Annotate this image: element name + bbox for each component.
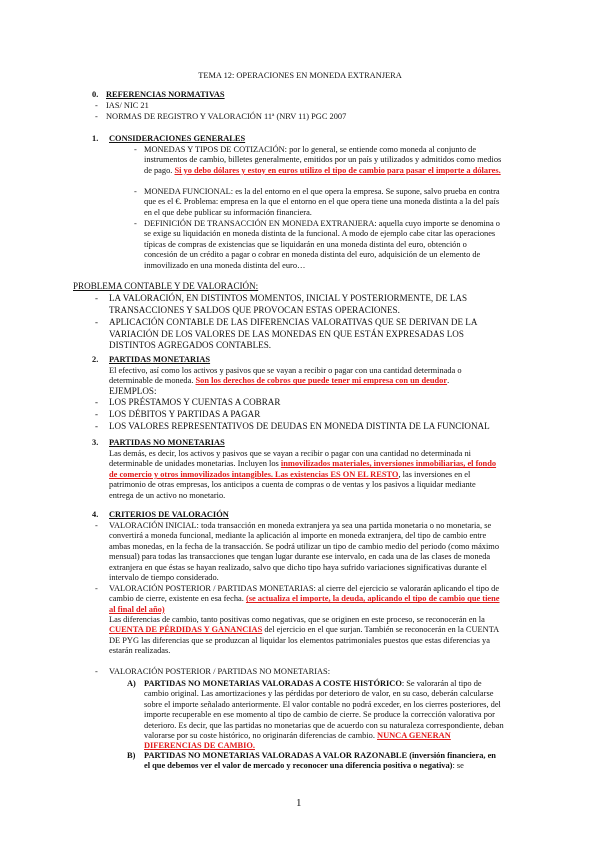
paragraph-text: VALORACIÓN POSTERIOR / PARTIDAS MONETARIAS: al cierre del ejercicio se valorarán aplicando el tipo de cambio de cierre, existente en esa fecha. [109, 584, 500, 604]
document-title: TEMA 12: OPERACIONES EN MONEDA EXTRANJERA [198, 71, 402, 80]
paragraph-text: : se [452, 761, 464, 771]
ejemplo-item: LOS PRÉSTAMOS Y CUENTAS A COBRAR [109, 397, 281, 407]
bullet-dash: - [95, 317, 98, 327]
item-a-label: A) [127, 679, 136, 688]
red-note: Son los derechos de cobros que puede tener mi empresa con un deudor [195, 376, 448, 386]
item-b-label: B) [127, 751, 136, 760]
red-note: Si yo debo dólares y estoy en euros utilizo el tipo de cambio para pasar el importe a dólares. [174, 165, 501, 175]
partidas-no-monetarias-definition [109, 449, 499, 501]
bullet-dash: - [134, 219, 137, 228]
section-0-number: 0. [92, 90, 99, 99]
bullet-dash: - [95, 521, 98, 530]
paragraph-text: MONEDAS Y TIPOS DE COTIZACIÓN: por lo general, se entiende como moneda al conjunto de instrumentos de cambio, billetes generalmente, emitidos por un país y utilizados y admitidos como medios de pago. [144, 145, 502, 175]
problema-heading: PROBLEMA CONTABLE Y DE VALORACIÓN: [73, 281, 259, 291]
section-4-heading: CRITERIOS DE VALORACIÓN [109, 510, 229, 519]
bullet-dash: - [95, 421, 98, 431]
valor-razonable-paragraph [144, 751, 504, 772]
partidas-monetarias-definition [109, 366, 495, 387]
paragraph-monedas [144, 145, 502, 176]
paragraph-text: del ejercicio en el que surjan. También se reconocerán en la CUENTA DE PYG las diferencias que se produzcan al liquidar los elementos patrimoniales puestos que estas diferencias ya estarán realizadas. [109, 625, 499, 656]
ejemplo-item: LOS VALORES REPRESENTATIVOS DE DEUDAS EN MONEDA DISTINTA DE LA FUNCIONAL [109, 421, 490, 431]
coste-historico-paragraph [144, 679, 504, 752]
bullet-dash: - [95, 101, 98, 110]
paragraph-text: Las diferencias de cambio, tanto positivas como negativas, que se originen en este proceso, se reconocerán en la [109, 615, 485, 624]
bold-heading: PARTIDAS NO MONETARIAS VALORADAS A VALOR RAZONABLE (inversión financiera, en el que debemos ver el valor de mercado y reconocer una diferencia positiva o negativa) [144, 751, 496, 771]
paragraph-text: : Se valorarán al tipo de cambio original. Las amortizaciones y las pérdidas por deterioro de valor, en su caso, deberán calcularse sobre el importe señalado anteriormente. El valor contable no podrá exceder, en los cierres posteriores, del importe recuperable en ese momento al tipo de cambio de cierre. Se produce la corrección valorativa por deterioro. Es decir, que las partidas no monetarias que de acuerdo con su naturaleza correspondiente, deban valorarse por su coste histórico, no originarán diferencias de cambio. [144, 679, 504, 741]
problema-item: APLICACIÓN CONTABLE DE LAS DIFERENCIAS VALORATIVAS QUE SE DERIVAN DE LA VARIACIÓN DE LOS VALORES DE LAS MONEDAS EN QUE ESTÁN EXPRESADAS LOS DISTINTOS AGREGADOS CONTABLES. [109, 317, 477, 351]
diferencias-cambio-paragraph [109, 615, 501, 657]
section-4-number: 4. [92, 510, 99, 519]
reference-item: IAS/ NIC 21 [106, 101, 149, 110]
section-3-heading: PARTIDAS NO MONETARIAS [109, 438, 225, 447]
paragraph-moneda-funcional: MONEDA FUNCIONAL: es la del entorno en el que opera la empresa. Se supone, salvo prueba en contra que es el €. Problema: empresa en la que el entorno en el que opera tiene una moneda distinta a la del país en el que debe publicar su información financiera. [144, 187, 500, 217]
section-2-number: 2. [92, 355, 99, 364]
bullet-dash: - [134, 187, 137, 196]
red-note: NUNCA GENERAN DIFERENCIAS DE CAMBIO. [144, 731, 451, 751]
ejemplo-item: LOS DÉBITOS Y PARTIDAS A PAGAR [109, 409, 261, 419]
section-1-number: 1. [92, 134, 99, 143]
section-0-heading: REFERENCIAS NORMATIVAS [106, 90, 225, 99]
bullet-dash: - [95, 409, 98, 419]
paragraph-definicion: DEFINICIÓN DE TRANSACCIÓN EN MONEDA EXTRANJERA: aquella cuyo importe se denomina o se exige su liquidación en moneda distinta de la funcional. A modo de ejemplo cabe citar las operaciones típicas de compras de existencias que se liquidarán en una moneda distinta del euro, obtención o concesión de un crédito a pagar o cobrar en moneda distinta del euro, adquisición de un elemento de inmovilizado en una moneda distinta del euro… [144, 219, 500, 270]
bullet-dash: - [134, 145, 137, 154]
section-3-number: 3. [92, 438, 99, 447]
bullet-dash: - [95, 397, 98, 407]
valoracion-posterior-monetarias [109, 584, 501, 615]
red-note: CUENTA DE PÉRDIDAS Y GANANCIAS [109, 625, 263, 635]
problema-item: LA VALORACIÓN, EN DISTINTOS MOMENTOS, INICIAL Y POSTERIORMENTE, DE LAS TRANSACCIONES Y SALDOS QUE PROVOCAN ESTAS OPERACIONES. [109, 293, 468, 315]
bold-heading: PARTIDAS NO MONETARIAS VALORADAS A COSTE HISTÓRICO [144, 679, 402, 688]
page-number: 1 [296, 797, 302, 809]
red-note: inmovilizados materiales, inversiones inmobiliarias, el fondo de comercio y otros inmovilizados intangibles. Las existencias ES ON EL RESTO [109, 459, 497, 479]
paragraph-text: . [447, 376, 450, 386]
paragraph-text: El efectivo, así como los activos y pasivos que se vayan a recibir o pagar con una cantidad determinada o determinable de moneda. [109, 366, 462, 386]
paragraph-text: Las demás, es decir, los activos y pasivos que se vayan a recibir o pagar con una cantidad no determinada ni determinable de unidades monetarias. Incluyen los [109, 449, 471, 469]
valoracion-posterior-no-monetarias: VALORACIÓN POSTERIOR / PARTIDAS NO MONETARIAS: [109, 667, 331, 676]
paragraph-text: , las inversiones en el patrimonio de otras empresas, los anticipos a cuenta de compras o de ventas y los pasivos a liquidar mediante entrega de un activo no monetario. [109, 469, 476, 500]
bullet-dash: - [95, 112, 98, 121]
section-1-heading: CONSIDERACIONES GENERALES [109, 134, 246, 143]
reference-item: NORMAS DE REGISTRO Y VALORACIÓN 11ª (NRV 11) PGC 2007 [106, 112, 347, 121]
ejemplos-label: EJEMPLOS: [109, 386, 157, 396]
section-2-heading: PARTIDAS MONETARIAS [109, 355, 211, 364]
red-note: (se actualiza el importe, la deuda, aplicando el tipo de cambio que tiene al final del año) [109, 594, 500, 614]
bullet-dash: - [95, 667, 98, 676]
bullet-dash: - [95, 293, 98, 303]
valoracion-inicial: VALORACIÓN INICIAL: toda transacción en moneda extranjera ya sea una partida monetaria o no monetaria, se convertirá a moneda funcional, mediante la aplicación al importe en moneda extranjera, del tipo de cambio entre ambas monedas, en la fecha de la transacción. Se podrá utilizar un tipo de cambio medio del periodo (como máximo mensual) para todas las transacciones que tengan lugar durante ese intervalo, en cada una de las clases de moneda extranjera en que éstas se hayan realizado, salvo que dicho tipo haya sufrido variaciones significativas durante el intervalo de tiempo considerado. [109, 521, 500, 583]
bullet-dash: - [95, 584, 98, 593]
